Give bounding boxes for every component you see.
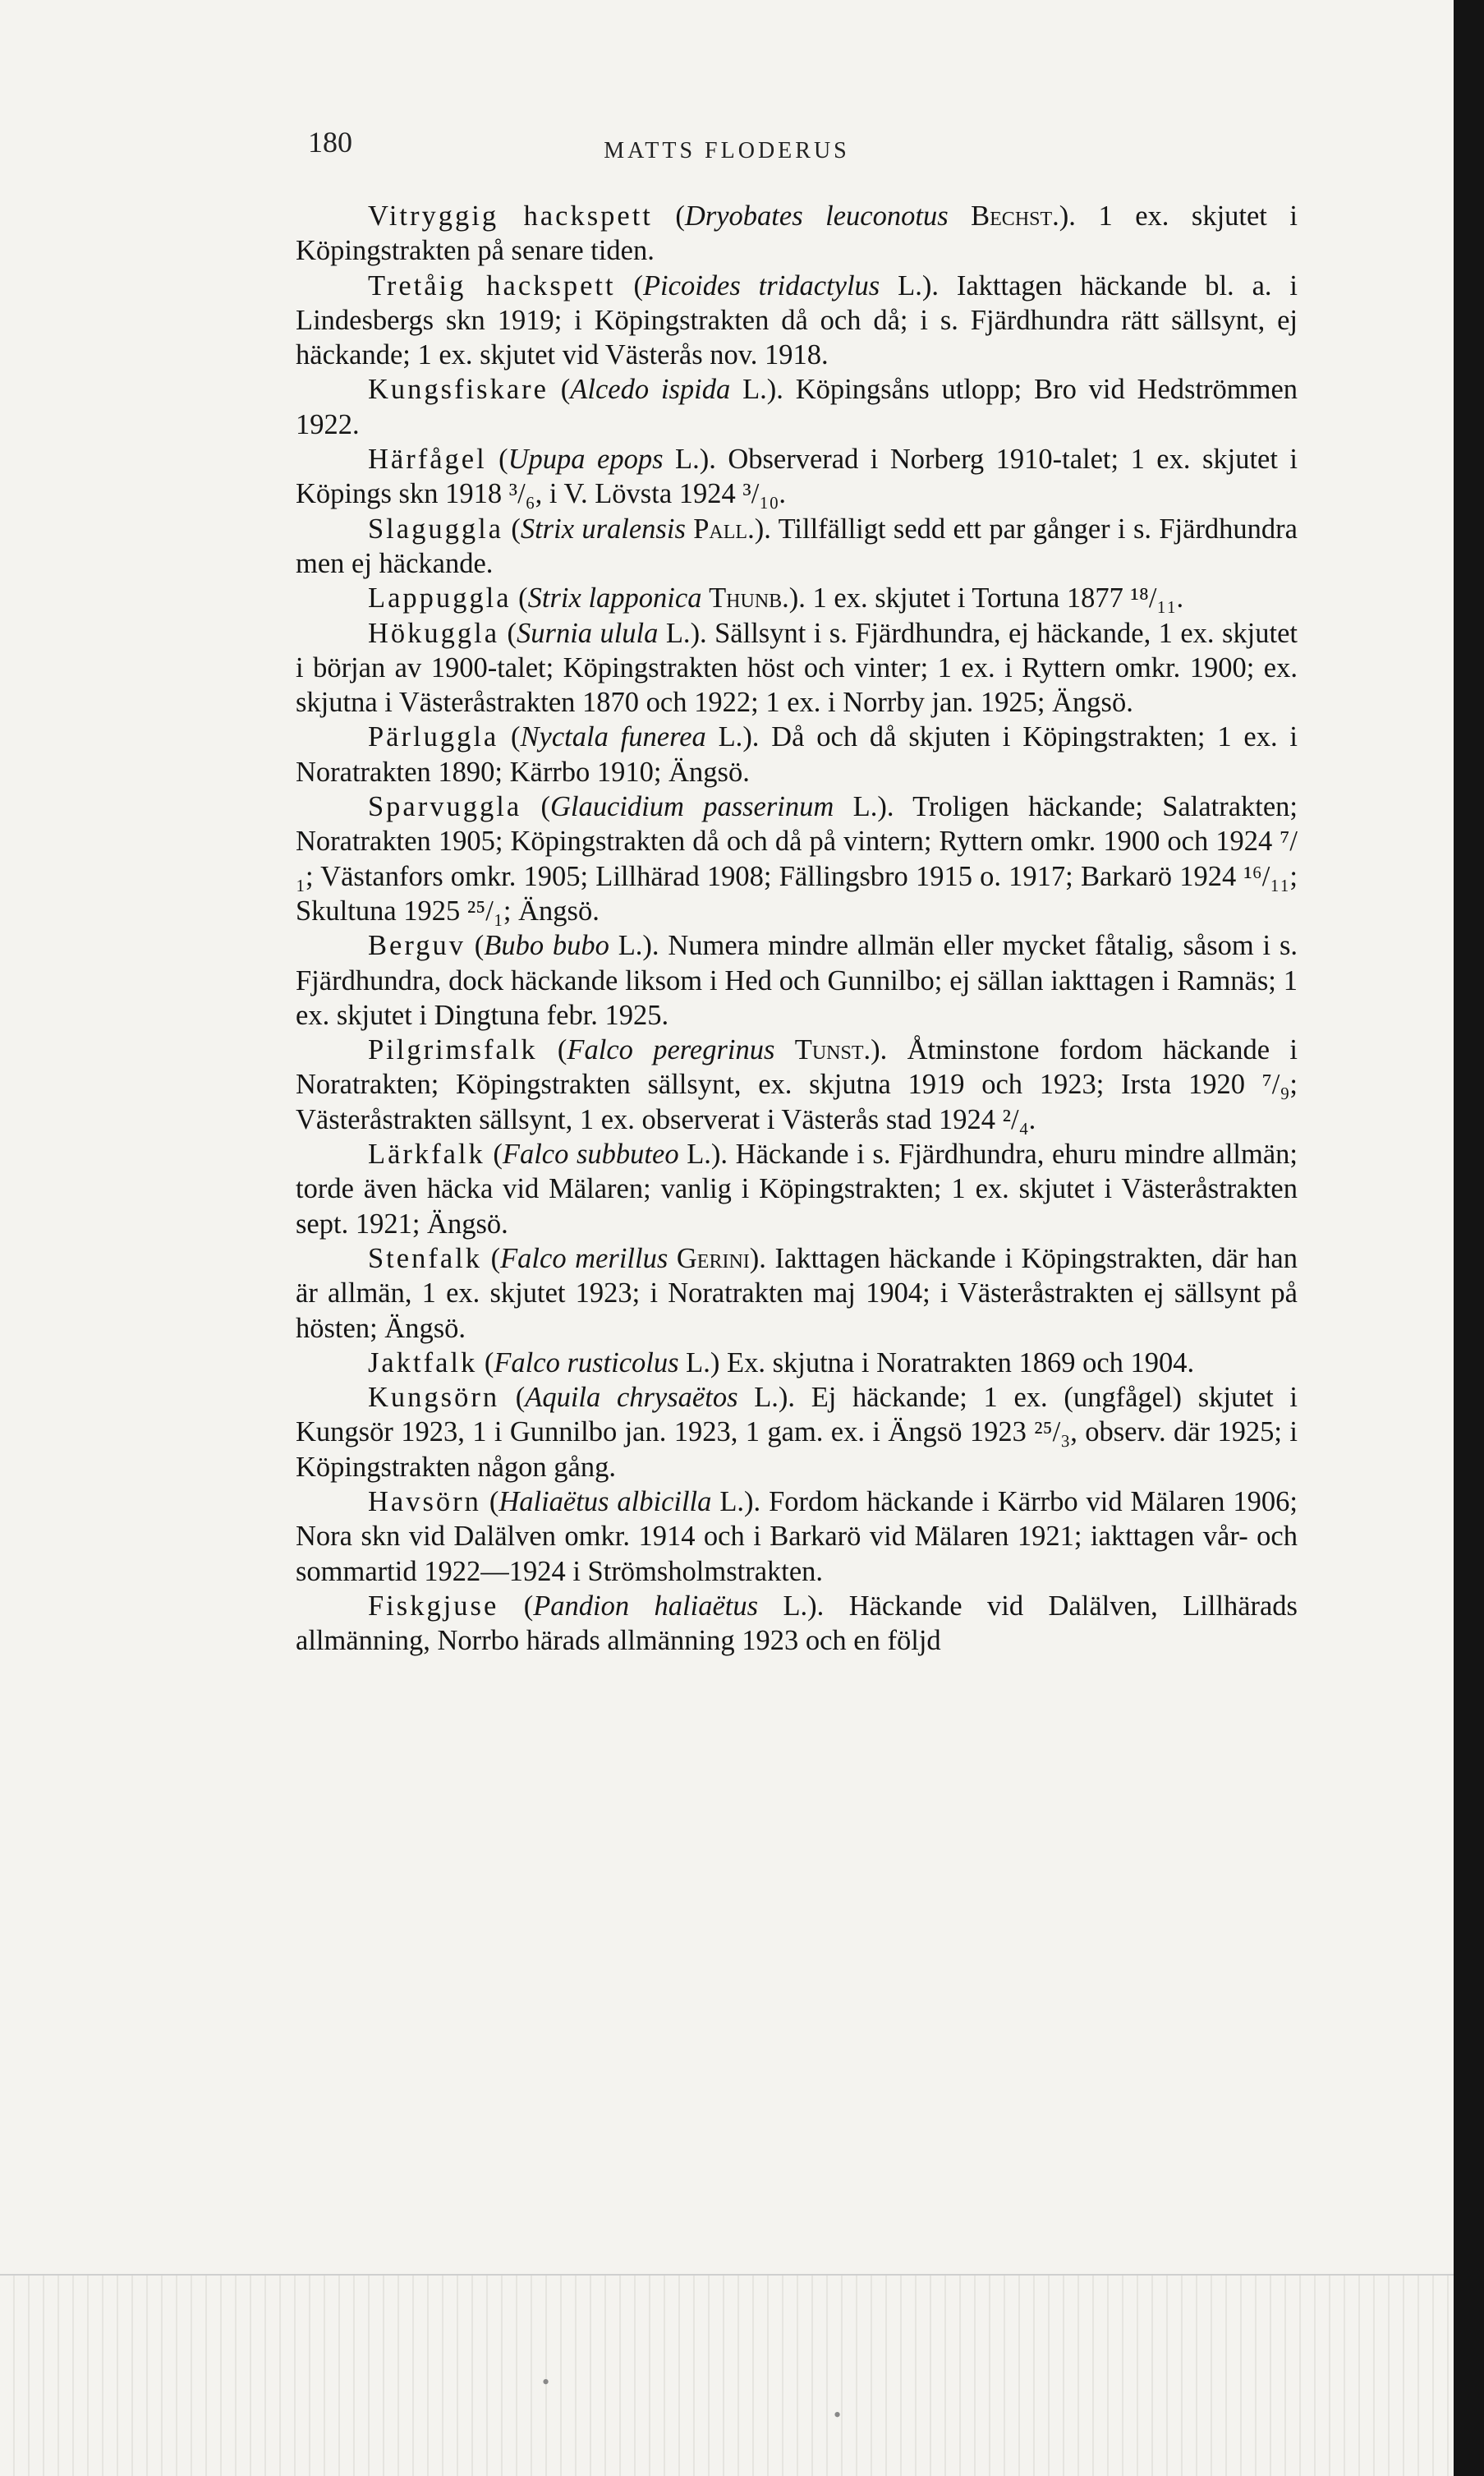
- species-entry: Fiskgjuse (Pandion haliaëtus L.). Häckande vid Dalälven, Lillhärads allmänning, Norrbo härads allmänning 1923 och en följd: [296, 1590, 1298, 1657]
- species-entry: Pilgrimsfalk (Falco peregrinus Tunst.). Åtminstone fordom häckande i Noratrakten; Köpingstrakten sällsynt, ex. skjutna 1919 och 1923; Irsta 1920 ⁷/₉; Västeråstrakten sällsynt, 1 ex. observerat i Västerås stad 1924 ²/₄.: [296, 1034, 1298, 1135]
- entry-text: Sällsynt i s. Fjärdhundra, ej häckande, 1 ex. skjutet i början av 1900-talet; Köpingstrakten höst och vinter; 1 ex. i Ryttern omkr. 1900; ex. skjutna i Västeråstrakten 1870 och 1922; 1 ex. i Norrby jan. 1925; Ängsö.: [296, 617, 1298, 719]
- author-name: Tunst.: [794, 1034, 871, 1066]
- author-name: L.: [718, 721, 743, 753]
- body-text: [296, 199, 1298, 1658]
- entry-text: Ex. skjutna i Noratrakten 1869 och 1904.: [727, 1346, 1195, 1378]
- author-name: L.: [687, 1139, 711, 1171]
- scan-margin-texture: [0, 2276, 1454, 2476]
- species-entry: Slaguggla (Strix uralensis Pall.). Tillfälligt sedd ett par gånger i s. Fjärdhundra men ej häckande.: [296, 513, 1298, 579]
- author-name: L.: [675, 444, 700, 476]
- species-name: Kungsörn: [368, 1382, 500, 1414]
- latin-name: Bubo bubo: [484, 930, 609, 962]
- species-name: Lappuggla: [368, 582, 512, 614]
- latin-name: Alcedo ispida: [570, 374, 731, 406]
- species-name: Kungsfiskare: [368, 374, 549, 406]
- latin-name: Strix lapponica: [527, 582, 702, 614]
- paper-speck: •: [542, 2370, 550, 2394]
- entry-text: Numera mindre allmän eller mycket fåtalig, såsom i s. Fjärdhundra, dock häckande liksom i Hed och Gunnilbo; ej sällan iakttagen i Ramnäs; 1 ex. skjutet i Dingtuna febr. 1925.: [296, 930, 1298, 1031]
- latin-name: Surnia ulula: [517, 617, 659, 649]
- author-name: Thunb.: [709, 582, 789, 614]
- latin-name: Falco rusticolus: [494, 1346, 679, 1378]
- entry-text: Då och då skjuten i Köpingstrakten; 1 ex. i Noratrakten 1890; Kärrbo 1910; Ängsö.: [296, 721, 1298, 788]
- species-entry: Jaktfalk (Falco rusticolus L.) Ex. skjutna i Noratrakten 1869 och 1904.: [368, 1346, 1195, 1378]
- latin-name: Falco merillus: [500, 1242, 668, 1274]
- species-entry: Stenfalk (Falco merillus Gerini). Iakttagen häckande i Köpingstrakten, där han är allmän, 1 ex. skjutet 1923; i Noratrakten maj 1904; i Västeråstrakten ej sällsynt på hösten; Ängsö.: [296, 1242, 1298, 1344]
- latin-name: Nyctala funerea: [520, 721, 706, 753]
- author-name: L.: [783, 1590, 808, 1622]
- author-name: Pall.: [693, 513, 755, 545]
- latin-name: Upupa epops: [508, 444, 664, 476]
- latin-name: Falco subbuteo: [502, 1139, 679, 1171]
- latin-name: Pandion haliaëtus: [533, 1590, 759, 1622]
- species-name: Lärkfalk: [368, 1139, 485, 1171]
- entry-text: Iakttagen häckande i Köpingstrakten, där han är allmän, 1 ex. skjutet 1923; i Noratrakten maj 1904; i Västeråstrakten ej sällsynt på hösten; Ängsö.: [296, 1242, 1298, 1344]
- species-name: Vitryggig hackspett: [368, 200, 653, 232]
- latin-name: Dryobates leuconotus: [684, 200, 949, 232]
- entry-text: Iakttagen häckande bl. a. i Lindesbergs skn 1919; i Köpingstrakten då och då; i s. Fjärdhundra rätt sällsynt, ej häckande; 1 ex. skjutet vid Västerås nov. 1918.: [296, 269, 1298, 371]
- species-name: Berguv: [368, 930, 466, 962]
- latin-name: Aquila chrysaëtos: [525, 1382, 738, 1414]
- latin-name: Strix uralensis: [520, 513, 686, 545]
- species-name: Jaktfalk: [368, 1346, 478, 1378]
- species-name: Stenfalk: [368, 1242, 482, 1274]
- author-name: L.: [754, 1382, 779, 1414]
- species-entry: Kungsörn (Aquila chrysaëtos L.). Ej häckande; 1 ex. (ungfågel) skjutet i Kungsör 1923, 1 i Gunnilbo jan. 1923, 1 gam. ex. i Ängsö 1923 ²⁵/₃, observ. där 1925; i Köpingstrakten någon gång.: [296, 1382, 1298, 1483]
- author-name: Gerini: [676, 1242, 750, 1274]
- scan-dark-edge: [1454, 0, 1484, 2476]
- species-entry: Lärkfalk (Falco subbuteo L.). Häckande i s. Fjärdhundra, ehuru mindre allmän; torde även häcka vid Mälaren; vanlig i Köpingstrakten; 1 ex. skjutet i Västeråstrakten sept. 1921; Ängsö.: [296, 1139, 1298, 1240]
- latin-name: Picoides tridactylus: [642, 269, 880, 301]
- entry-text: Troligen häckande; Salatrakten; Noratrakten 1905; Köpingstrakten då och då på vintern; Ryttern omkr. 1900 och 1924 ⁷/₁; Västanfors omkr. 1905; Lillhärad 1908; Fällingsbro 1915 o. 1917; Barkarö 1924 ¹⁶/₁₁; Skultuna 1925 ²⁵/₁; Ängsö.: [296, 791, 1298, 927]
- author-name: L.: [719, 1485, 745, 1517]
- species-entry: Kungsfiskare (Alcedo ispida L.). Köpingsåns utlopp; Bro vid Hedströmmen 1922.: [296, 374, 1298, 440]
- latin-name: Haliaëtus albicilla: [498, 1485, 712, 1517]
- entry-text: Köpingsåns utlopp; Bro vid Hedströmmen 1922.: [296, 374, 1298, 440]
- species-entry: Lappuggla (Strix lapponica Thunb.). 1 ex. skjutet i Tortuna 1877 ¹⁸/₁₁.: [368, 582, 1184, 614]
- latin-name: Glaucidium passerinum: [549, 791, 834, 823]
- species-entry: Vitryggig hackspett (Dryobates leuconotus Bechst.). 1 ex. skjutet i Köpingstrakten på senare tiden.: [296, 200, 1298, 267]
- species-entry: Berguv (Bubo bubo L.). Numera mindre allmän eller mycket fåtalig, såsom i s. Fjärdhundra, dock häckande liksom i Hed och Gunnilbo; ej sällan iakttagen i Ramnäs; 1 ex. skjutet i Dingtuna febr. 1925.: [296, 930, 1298, 1031]
- entry-text: 1 ex. skjutet i Tortuna 1877 ¹⁸/₁₁.: [812, 582, 1184, 614]
- latin-name: Falco peregrinus: [567, 1034, 775, 1066]
- species-entry: Pärluggla (Nyctala funerea L.). Då och då skjuten i Köpingstrakten; 1 ex. i Noratrakten 1890; Kärrbo 1910; Ängsö.: [296, 721, 1298, 788]
- species-name: Fiskgjuse: [368, 1590, 499, 1622]
- species-name: Pärluggla: [368, 721, 499, 753]
- species-entry: Tretåig hackspett (Picoides tridactylus L.). Iakttagen häckande bl. a. i Lindesbergs skn 1919; i Köpingstrakten då och då; i s. Fjärdhundra rätt sällsynt, ej häckande; 1 ex. skjutet vid Västerås nov. 1918.: [296, 269, 1298, 371]
- species-name: Tretåig hackspett: [368, 269, 616, 301]
- author-name: L.: [618, 930, 643, 962]
- author-name: L.: [742, 374, 767, 406]
- species-entry: Härfågel (Upupa epops L.). Observerad i Norberg 1910-talet; 1 ex. skjutet i Köpings skn 1918 ³/₆, i V. Lövsta 1924 ³/₁₀.: [296, 444, 1298, 510]
- entry-text: Tillfälligt sedd ett par gånger i s. Fjärdhundra men ej häckande.: [296, 513, 1298, 579]
- entry-text: Häckande i s. Fjärdhundra, ehuru mindre allmän; torde även häcka vid Mälaren; vanlig i Köpingstrakten; 1 ex. skjutet i Västeråstrakten sept. 1921; Ängsö.: [296, 1139, 1298, 1240]
- paper-speck: •: [834, 2403, 842, 2427]
- species-name: Härfågel: [368, 444, 487, 476]
- entry-text: Häckande vid Dalälven, Lillhärads allmänning, Norrbo härads allmänning 1923 och en följd: [296, 1590, 1298, 1657]
- species-name: Havsörn: [368, 1485, 481, 1517]
- entry-text: Ej häckande; 1 ex. (ungfågel) skjutet i Kungsör 1923, 1 i Gunnilbo jan. 1923, 1 gam. ex. i Ängsö 1923 ²⁵/₃, observ. där 1925; i Köpingstrakten någon gång.: [296, 1382, 1298, 1483]
- species-name: Slaguggla: [368, 513, 503, 545]
- entry-text: Åtminstone fordom häckande i Noratrakten; Köpingstrakten sällsynt, ex. skjutna 1919 och 1923; Irsta 1920 ⁷/₉; Västeråstrakten sällsynt, 1 ex. observerat i Västerås stad 1924 ²/₄.: [296, 1034, 1298, 1135]
- author-name: Bechst.: [971, 200, 1059, 232]
- page-number: 180: [308, 126, 352, 159]
- author-name: L.: [852, 791, 878, 823]
- species-entry: Hökuggla (Surnia ulula L.). Sällsynt i s. Fjärdhundra, ej häckande, 1 ex. skjutet i början av 1900-talet; Köpingstrakten höst och vinter; 1 ex. i Ryttern omkr. 1900; ex. skjutna i Västeråstrakten 1870 och 1922; 1 ex. i Norrby jan. 1925; Ängsö.: [296, 617, 1298, 719]
- running-head: MATTS FLODERUS: [604, 138, 850, 163]
- species-name: Sparvuggla: [368, 791, 522, 823]
- species-name: Pilgrimsfalk: [368, 1034, 538, 1066]
- author-name: L.: [898, 269, 922, 301]
- entry-text: 1 ex. skjutet i Köpingstrakten på senare tiden.: [296, 200, 1298, 267]
- entry-text: Fordom häckande i Kärrbo vid Mälaren 1906; Nora skn vid Dalälven omkr. 1914 och i Barkarö vid Mälaren 1921; iakttagen vår- och sommartid 1922—1924 i Strömsholmstrakten.: [296, 1485, 1298, 1587]
- author-name: L.: [665, 617, 691, 649]
- species-entry: Havsörn (Haliaëtus albicilla L.). Fordom häckande i Kärrbo vid Mälaren 1906; Nora skn vid Dalälven omkr. 1914 och i Barkarö vid Mälaren 1921; iakttagen vår- och sommartid 1922—1924 i Strömsholmstrakten.: [296, 1485, 1298, 1587]
- author-name: L.: [686, 1346, 710, 1378]
- entry-text: Observerad i Norberg 1910-talet; 1 ex. skjutet i Köpings skn 1918 ³/₆, i V. Lövsta 1924 ³/₁₀.: [296, 444, 1298, 510]
- species-entry: Sparvuggla (Glaucidium passerinum L.). Troligen häckande; Salatrakten; Noratrakten 1905; Köpingstrakten då och då på vintern; Ryttern omkr. 1900 och 1924 ⁷/₁; Västanfors omkr. 1905; Lillhärad 1908; Fällingsbro 1915 o. 1917; Barkarö 1924 ¹⁶/₁₁; Skultuna 1925 ²⁵/₁; Ängsö.: [296, 791, 1298, 927]
- species-name: Hökuggla: [368, 617, 500, 649]
